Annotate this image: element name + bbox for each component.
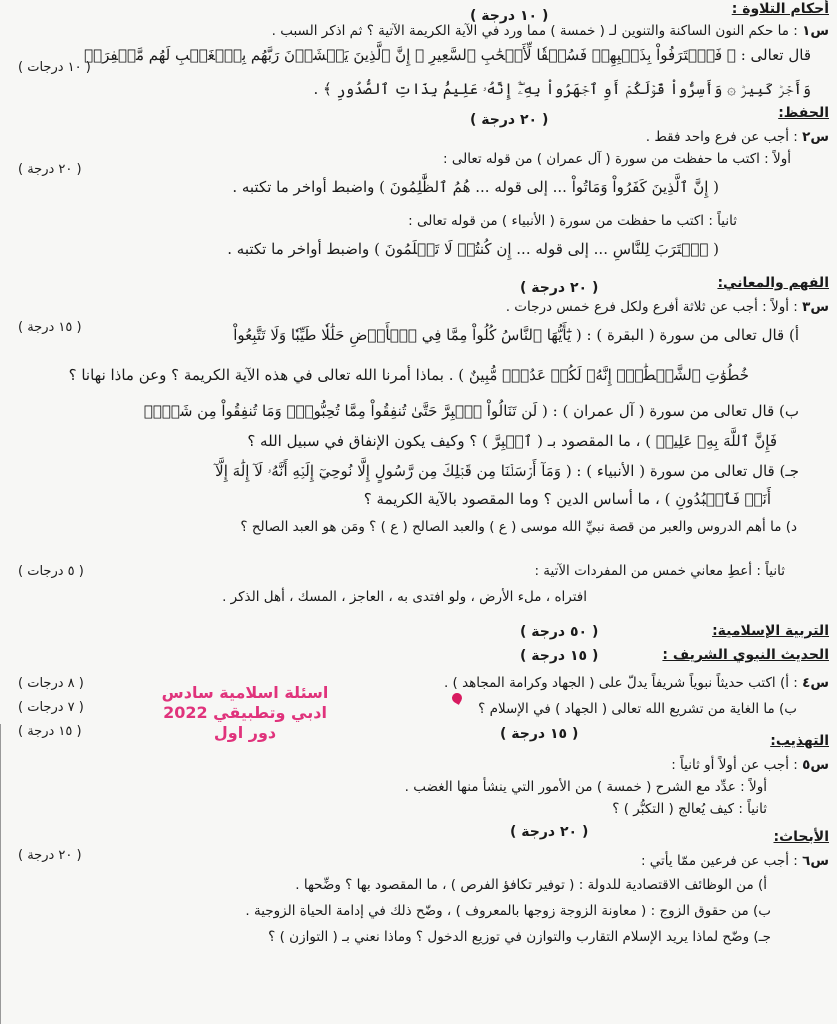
pen-mark [450, 691, 464, 705]
q5-number: س٥ [802, 757, 829, 773]
section-tahdhib: التهذيب: [770, 733, 829, 749]
q2-number: س٢ [802, 129, 829, 145]
watermark-line1: اسئلة اسلامية سادس [161, 683, 329, 702]
q3-second-marks: ( ٥ درجات ) [18, 564, 84, 579]
q1-text: : ما حكم النون الساكنة والتنوين لـ ( خمسة ) مما ورد في الآية الكريمة الآتية ؟ ثم اذكر السبب . [271, 23, 798, 39]
q3-words: افتراه ، ملء الأرض ، ولو افتدى به ، العاجز ، المسك ، أهل الذكر . [222, 589, 587, 605]
q3-number: س٣ [802, 299, 829, 315]
q4-b: ب) ما الغاية من تشريع الله تعالى ( الجهاد ) في الإسلام ؟ [478, 701, 797, 717]
q3-total-marks: ( ٢٠ درجة ) [520, 280, 599, 296]
q2-total-marks: ( ٢٠ درجة ) [470, 112, 549, 128]
q6-c: جـ) وضّح لماذا يريد الإسلام التقارب والتوازن في توزيع الدخول ؟ وماذا نعني بـ ( التوازن ) ؟ [268, 929, 771, 945]
watermark-line2: ادبي وتطبيقي 2022 [163, 703, 327, 722]
q4-a-marks: ( ٨ درجات ) [18, 676, 84, 691]
q2-first: أولاً : اكتب ما حفظت من سورة ( آل عمران ) من قوله تعالى : [443, 151, 791, 167]
q3-b-line1: ب) قال تعالى من سورة ( آل عمران ) : ( لَن تَنَالُواْ ٱلۡبِرَّ حَتَّىٰ تُنفِقُواْ مِمَّا تُحِبُّونَۚ وَمَا تُنفِقُواْ مِن شَيۡءٖ [143, 402, 799, 420]
q1-total-marks: ( ١٠ درجة ) [470, 8, 549, 24]
q3-c-line1: جـ) قال تعالى من سورة ( الأنبياء ) : ( وَمَآ أَرۡسَلۡنَا مِن قَبۡلِكَ مِن رَّسُولٍ إِلَّا نُوحِيٓ إِلَيۡهِ أَنَّهُۥ لَآ إِلَٰهَ إِلَّآ [215, 462, 799, 480]
section-hifz: الحفظ: [778, 105, 829, 121]
q3-second: ثانياً : أعطِ معاني خمس من المفردات الآتية : [534, 563, 785, 579]
q5-first: أولاً : عدِّد مع الشرح ( خمسة ) من الأمور التي ينشأ منها الغضب . [404, 779, 767, 795]
q4-number: س٤ [802, 675, 829, 691]
q2-second-verse: ( ٱقۡتَرَبَ لِلنَّاسِ ... إلى قوله ... إِن كُنتُمۡ لَا تَعۡلَمُونَ ) واضبط أواخر ما تكتبه . [227, 240, 719, 258]
q5-text: : أجب عن أولاً أو ثانياً : [671, 757, 798, 773]
q2-side-marks: ( ٢٠ درجة ) [18, 162, 82, 177]
q5-second: ثانياً : كيف يُعالج ( التكبُّر ) ؟ [612, 801, 767, 817]
q1-verse-line2: وَأَجۡرٞ كَبِيرٞ ۞ وَأَسِرُّواْ قَوۡلَكُمۡ أَوِ ٱجۡهَرُواْ بِهِۦٓۖ إِنَّهُۥ عَلِيمُۢ بِذَاتِ ٱلصُّدُورِ ﴾ . [313, 80, 811, 98]
q1-side-marks: ( ١٠ درجات ) [18, 60, 91, 75]
abhath-total-marks: ( ٢٠ درجة ) [510, 824, 589, 840]
q3-b-line2: فَإِنَّ ٱللَّهَ بِهِۦ عَلِيمٞ ) ، ما المقصود بـ ( ٱلۡبِرَّ ) ؟ وكيف يكون الإنفاق في سبيل الله ؟ [247, 432, 777, 450]
q4-b-marks: ( ٧ درجات ) [18, 700, 84, 715]
q6-question [641, 852, 829, 870]
q4-a-text: : أ) اكتب حديثاً نبوياً شريفاً يدلّ على ( الجهاد وكرامة المجاهد ) . [443, 675, 798, 691]
q1-question [272, 22, 829, 40]
q5-side-marks: ( ١٥ درجة ) [18, 724, 82, 739]
q3-question [506, 298, 829, 316]
section-abhath: الأبحاث: [773, 829, 829, 845]
q6-a: أ) من الوظائف الاقتصادية للدولة : ( توفير تكافؤ الفرص ) ، ما المقصود بها ؟ وضِّحها . [295, 877, 767, 893]
q4-a [444, 674, 829, 692]
q1-number: س١ [802, 23, 829, 39]
watermark-line3: دور اول [213, 723, 277, 742]
section-fahm: الفهم والمعاني: [717, 275, 829, 291]
q6-b: ب) من حقوق الزوج : ( معاونة الزوجة زوجها بالمعروف ) ، وضّح ذلك في إدامة الحياة الزوجية . [245, 903, 771, 919]
hadith-total-marks: ( ١٥ درجة ) [520, 648, 599, 664]
section-hadith: الحديث النبوي الشريف : [662, 647, 829, 663]
q6-number: س٦ [802, 853, 829, 869]
q3-side-marks: ( ١٥ درجة ) [18, 320, 82, 335]
q3-text: : أولاً : أجب عن ثلاثة أفرع ولكل فرع خمس درجات . [505, 299, 798, 315]
q2-first-verse: ( إِنَّ ٱلَّذِينَ كَفَرُواْ وَمَاتُواْ ... إلى قوله ... هُمُ ٱلظَّٰلِمُونَ ) واضبط أواخر ما تكتبه . [232, 178, 719, 196]
q1-verse-line1: قال تعالى : ﴿ فَٱعۡتَرَفُواْ بِذَنۢبِهِمۡ فَسُحۡقٗا لِّأَصۡحَٰبِ ٱلسَّعِيرِ ۞ إِنَّ ٱلَّذِينَ يَخۡشَوۡنَ رَبَّهُم بِٱلۡغَيۡبِ لَهُم مَّغۡفِرَةٞ [84, 46, 811, 64]
q5-question [671, 756, 829, 774]
q2-question [646, 128, 829, 146]
q2-second: ثانياً : اكتب ما حفظت من سورة ( الأنبياء ) من قوله تعالى : [408, 213, 737, 229]
q6-side-marks: ( ٢٠ درجة ) [18, 848, 82, 863]
page-edge [0, 724, 7, 1024]
q6-text: : أجب عن فرعين ممّا يأتي : [640, 853, 798, 869]
section-tilawa: أحكام التلاوة : [731, 1, 829, 17]
q2-text: : أجب عن فرع واحد فقط . [645, 129, 798, 145]
tarbiya-total-marks: ( ٥٠ درجة ) [520, 624, 599, 640]
tahdhib-total-marks: ( ١٥ درجة ) [500, 726, 579, 742]
q3-a-line2: خُطُوَٰتِ ٱلشَّيۡطَٰنِۚ إِنَّهُۥ لَكُمۡ عَدُوّٞ مُّبِينٌ ) . بماذا أمرنا الله تعالى في هذه الآية الكريمة ؟ وعن ماذا نهانا ؟ [68, 366, 749, 384]
q3-d: د) ما أهم الدروس والعبر من قصة نبيِّ الله موسى ( ع ) والعبد الصالح ( ع ) ؟ ومَن هو العبد الصالح ؟ [240, 519, 797, 535]
q3-c-line2: أَنَا۠ فَٱعۡبُدُونِ ) ، ما أساس الدين ؟ وما المقصود بالآية الكريمة ؟ [363, 490, 771, 508]
q3-a-line1: أ) قال تعالى من سورة ( البقرة ) : ( يَٰٓأَيُّهَا ٱلنَّاسُ كُلُواْ مِمَّا فِي ٱلۡأَرۡضِ حَلَٰلٗا طَيِّبٗا وَلَا تَتَّبِعُواْ [233, 326, 799, 344]
section-tarbiya: التربية الإسلامية: [712, 623, 829, 639]
watermark [160, 683, 330, 743]
